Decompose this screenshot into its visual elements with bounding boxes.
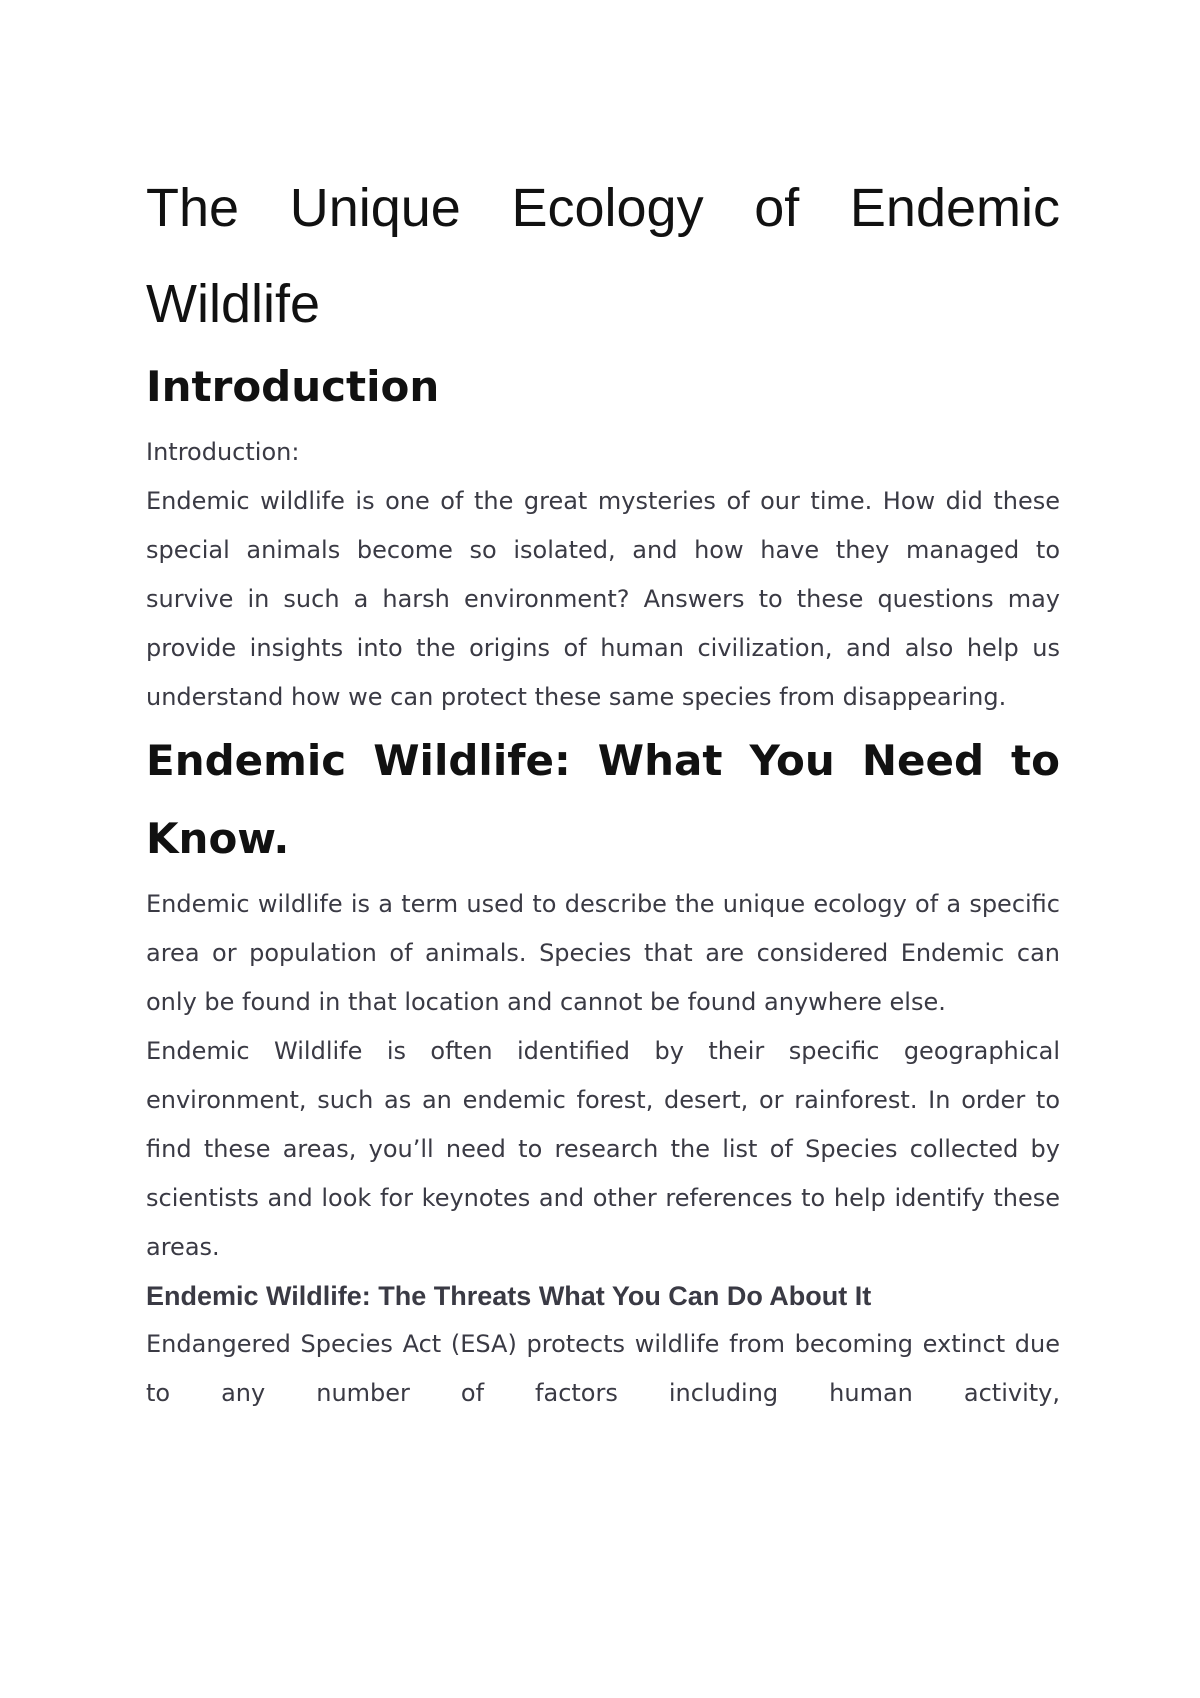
what-you-need-heading: Endemic Wildlife: What You Need to Know. bbox=[146, 736, 1060, 863]
document-title: The Unique Ecology of Endemic Wildlife bbox=[146, 178, 1060, 334]
what-you-need-paragraph-2: Endemic Wildlife is often identified by their specific geographical environment, such as an endemic forest, desert, or rainforest. In order to find these areas, you’ll need to research the list of Species collected by scientists and look for keynotes and other references to help identify these areas. bbox=[146, 1037, 1060, 1261]
document-page bbox=[146, 160, 1060, 1418]
introduction-paragraph: Endemic wildlife is one of the great mysteries of our time. How did these special animals become so isolated, and how have they managed to survive in such a harsh environment? Answers to these questions may provide insights into the origins of human civilization, and also help us understand how we can protect these same species from disappearing. bbox=[146, 487, 1060, 711]
introduction-heading: Introduction bbox=[146, 362, 440, 411]
what-you-need-paragraph-1: Endemic wildlife is a term used to describe the unique ecology of a specific area or population of animals. Species that are considered Endemic can only be found in that location and cannot be found anywhere else. bbox=[146, 890, 1060, 1016]
threats-paragraph: Endangered Species Act (ESA) protects wildlife from becoming extinct due to any number of factors including human activity, bbox=[146, 1330, 1060, 1407]
threats-heading: Endemic Wildlife: The Threats What You Can Do About It bbox=[146, 1281, 872, 1311]
introduction-label: Introduction: bbox=[146, 438, 300, 466]
